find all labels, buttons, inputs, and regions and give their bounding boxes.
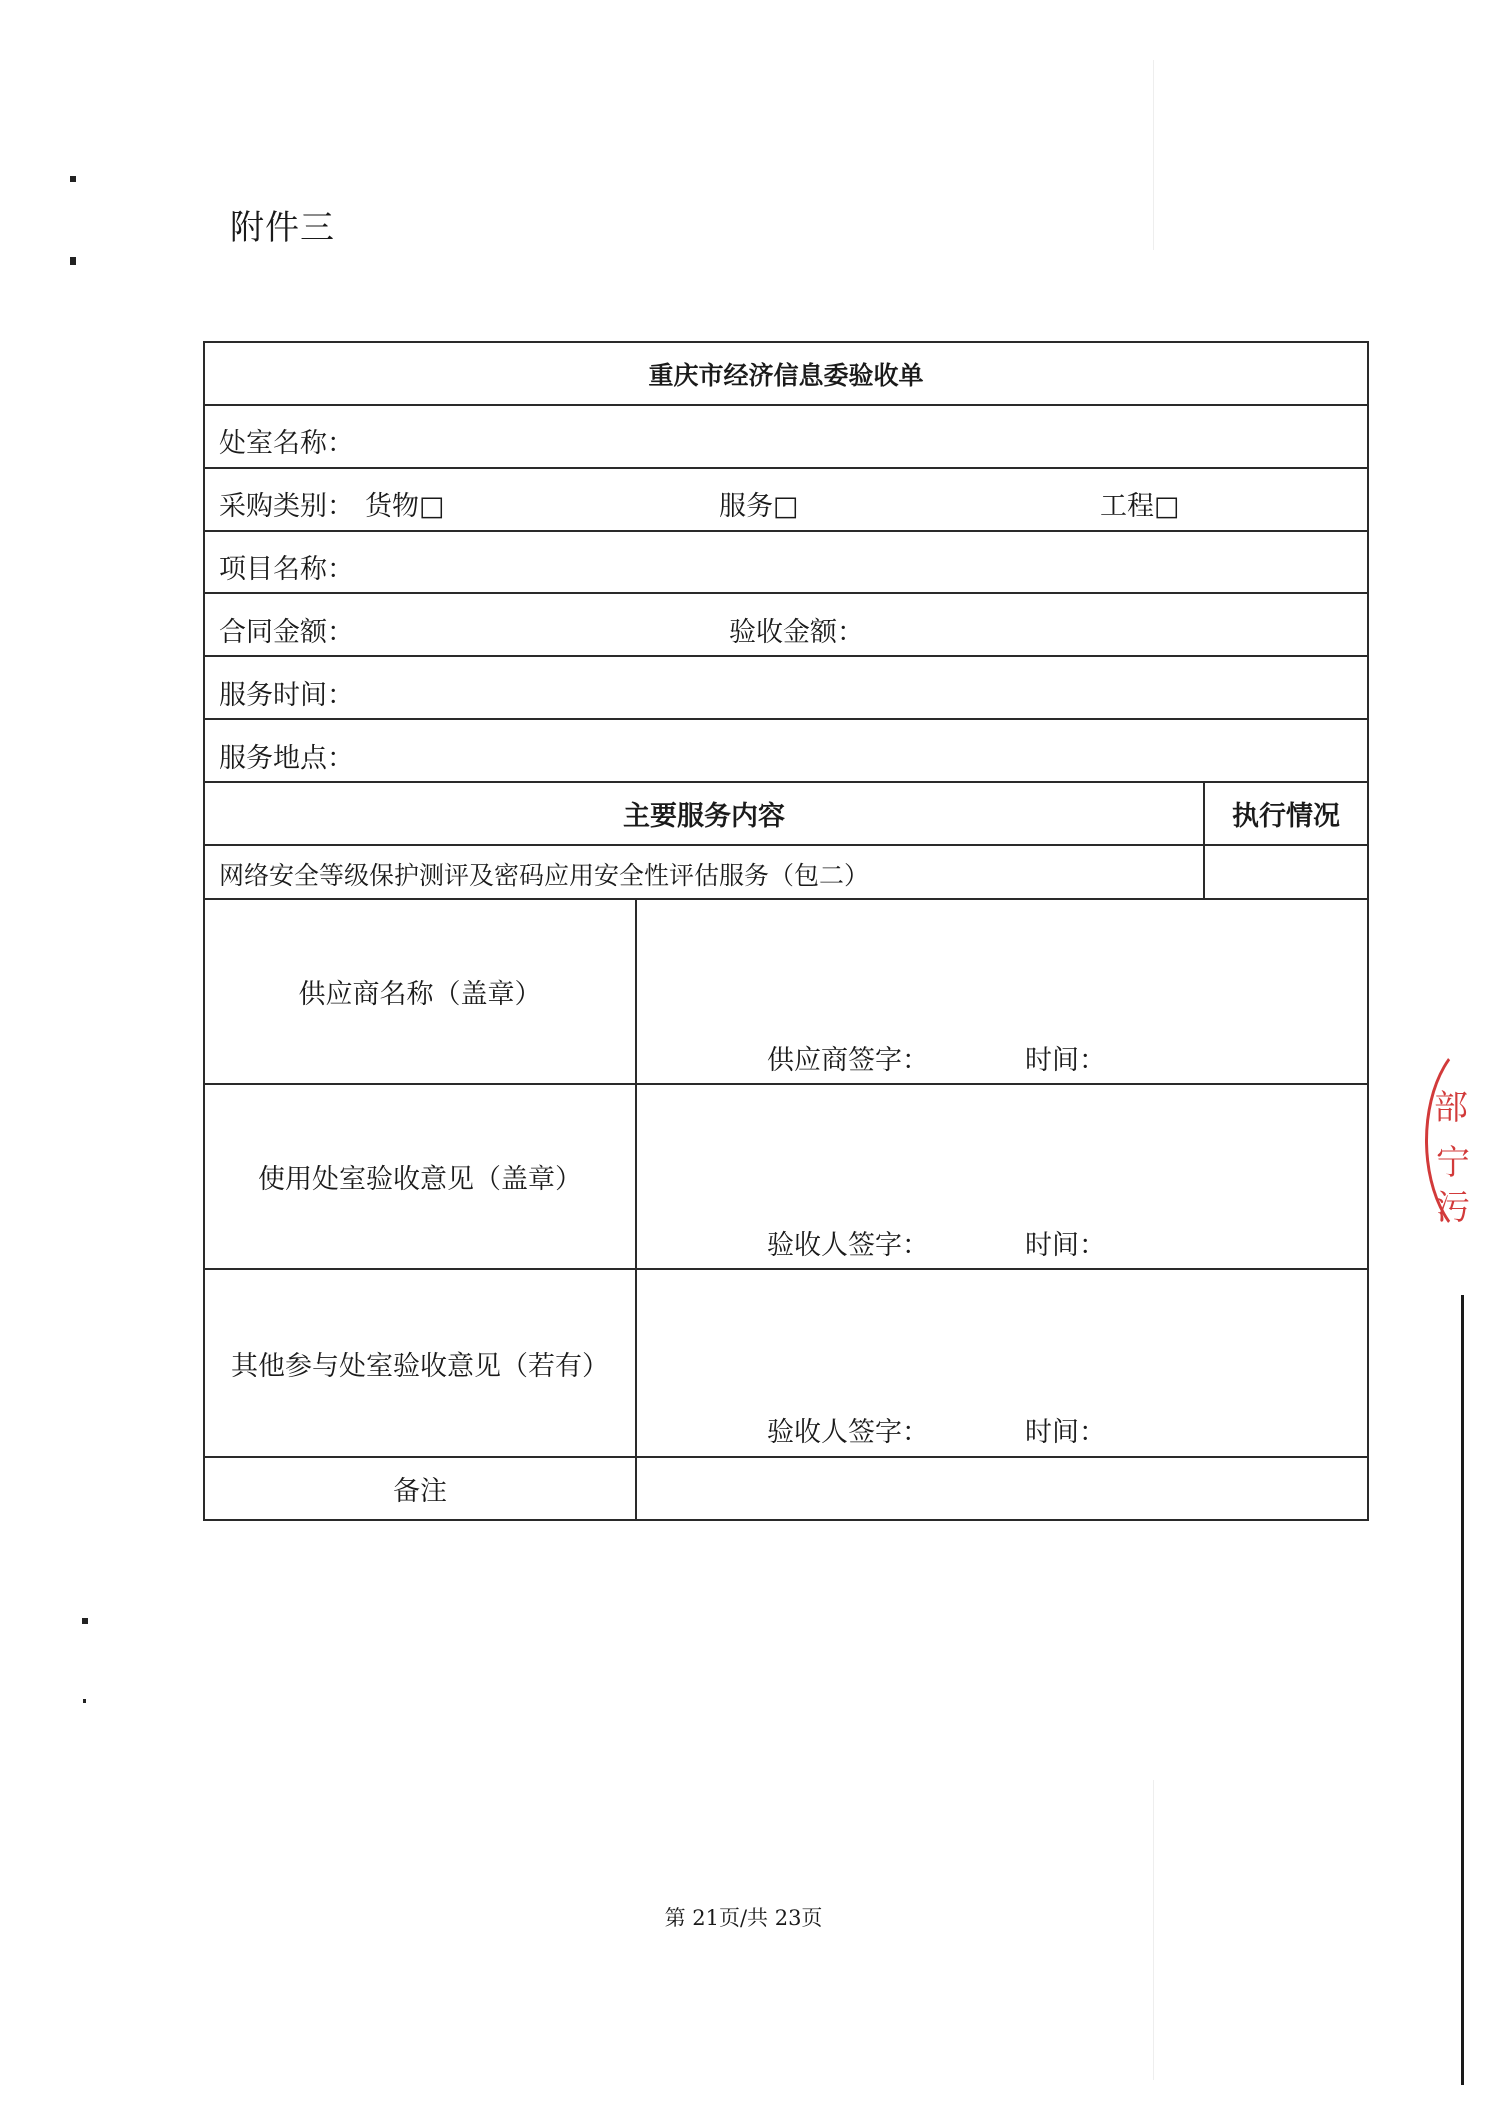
scan-mark [70,176,76,182]
supplier-signature-label: 供应商签字： [767,1045,929,1076]
scan-mark [82,1618,88,1624]
other-department-opinion-label: 其他参与处室验收意见（若有） [231,1350,609,1382]
page-edge-shadow [1461,1295,1464,2085]
acceptance-amount-label: 验收金额： [729,617,864,648]
row-divider [205,844,1367,846]
department-label: 处室名称： [219,428,354,459]
acceptor-signature-label: 验收人签字： [767,1230,929,1261]
supplier-name-label: 供应商名称（盖章） [298,979,542,1010]
supplier-time-label: 时间： [1025,1045,1106,1076]
department-opinion-label: 使用处室验收意见（盖章） [258,1164,582,1195]
remarks-label: 备注 [393,1476,447,1507]
column-divider [635,898,637,1519]
row-divider [205,404,1367,406]
page-indicator: 第 21页/共 23页 [664,1906,823,1930]
service-item: 网络安全等级保护测评及密码应用安全性评估服务（包二） [219,861,870,890]
project-name-label: 项目名称： [219,554,354,585]
execution-status-header: 执行情况 [1232,801,1340,832]
red-seal-fragment [1405,1560,1487,1700]
other-acceptor-time-label: 时间： [1025,1417,1106,1448]
other-acceptor-signature-label: 验收人签字： [767,1417,929,1448]
acceptance-form [203,341,1369,1521]
red-seal-fragment-text: 部 [1434,1088,1468,1128]
row-divider [205,655,1367,657]
attachment-label: 附件三 [230,208,335,248]
engineering-checkbox-option[interactable]: 工程□ [1100,491,1180,522]
row-divider [205,592,1367,594]
service-location-label: 服务地点： [219,743,354,774]
goods-checkbox-option[interactable]: 货物□ [365,491,445,522]
main-service-content-header: 主要服务内容 [623,801,785,832]
row-divider [205,718,1367,720]
red-seal-fragment-text: 污 [1436,1188,1470,1228]
service-time-label: 服务时间： [219,680,354,711]
contract-amount-label: 合同金额： [219,617,354,648]
scan-mark [70,257,76,265]
row-divider [205,467,1367,469]
acceptor-time-label: 时间： [1025,1230,1106,1261]
row-divider [205,530,1367,532]
red-seal-fragment-text: 宁 [1436,1143,1470,1183]
scan-mark [83,1699,86,1703]
form-title: 重庆市经济信息委验收单 [648,360,924,390]
procurement-category-label: 采购类别： [219,491,354,522]
service-checkbox-option[interactable]: 服务□ [719,491,799,522]
scan-fold-line [1153,60,1154,250]
